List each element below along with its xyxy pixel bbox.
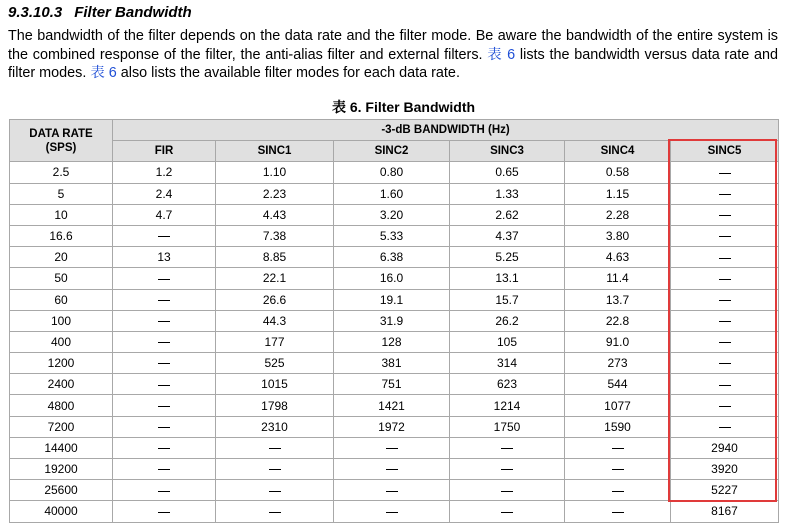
cell-sinc5-dash (671, 395, 779, 416)
column-header-fir: FIR (113, 141, 216, 162)
dash-mark (386, 469, 398, 470)
cell-data-rate: 1200 (10, 353, 113, 374)
dash-mark (158, 236, 170, 237)
cell-sinc3-dash (450, 501, 565, 522)
cell-sinc4: 22.8 (565, 310, 671, 331)
cell-fir-dash (113, 480, 216, 501)
table-row (10, 374, 779, 395)
cell-sinc3: 105 (450, 331, 565, 352)
cell-fir: 2.4 (113, 183, 216, 204)
dash-mark (158, 448, 170, 449)
column-header-sinc3: SINC3 (450, 141, 565, 162)
cell-data-rate: 19200 (10, 459, 113, 480)
cell-sinc5-dash (671, 310, 779, 331)
cell-sinc4: 0.58 (565, 162, 671, 183)
dash-mark (501, 469, 513, 470)
filter-bandwidth-table (9, 119, 779, 523)
cell-sinc2-dash (334, 437, 450, 458)
table-row (10, 225, 779, 246)
cell-fir-dash (113, 437, 216, 458)
cell-data-rate: 16.6 (10, 225, 113, 246)
cell-fir-dash (113, 416, 216, 437)
cell-sinc1-dash (216, 437, 334, 458)
cell-sinc5: 2940 (671, 437, 779, 458)
cell-sinc2: 128 (334, 331, 450, 352)
cell-sinc1: 4.43 (216, 204, 334, 225)
cell-sinc2: 16.0 (334, 268, 450, 289)
cell-data-rate: 400 (10, 331, 113, 352)
cell-sinc4-dash (565, 501, 671, 522)
dash-mark (158, 491, 170, 492)
dash-mark (269, 512, 281, 513)
table-row (10, 480, 779, 501)
table-row (10, 416, 779, 437)
table-reference-link-1[interactable]: 表 6 (487, 46, 516, 63)
cell-sinc1-dash (216, 459, 334, 480)
cell-sinc5-dash (671, 331, 779, 352)
data-rate-header-line2: (SPS) (45, 141, 77, 154)
paragraph-text-1: The bandwidth of the filter depends on the data rate and the filter mode. Be aware the bandwidth of the entire system is the combined response of the filter, the anti-alias filter and external filters. (8, 28, 778, 63)
dash-mark (501, 491, 513, 492)
table-row (10, 268, 779, 289)
column-header-sinc4: SINC4 (565, 141, 671, 162)
cell-sinc3: 623 (450, 374, 565, 395)
cell-sinc1: 1015 (216, 374, 334, 395)
paragraph-text-3: also lists the available filter modes for each data rate. (116, 65, 460, 81)
cell-fir-dash (113, 268, 216, 289)
cell-sinc3: 2.62 (450, 204, 565, 225)
cell-sinc3: 1.33 (450, 183, 565, 204)
dash-mark (719, 258, 731, 259)
dash-mark (158, 300, 170, 301)
table-row (10, 395, 779, 416)
section-number: 9.3.10.3 (8, 4, 63, 21)
table-row (10, 353, 779, 374)
cell-fir: 1.2 (113, 162, 216, 183)
table-caption: 表 6. Filter Bandwidth (331, 99, 476, 115)
dash-mark (386, 448, 398, 449)
cell-sinc4: 273 (565, 353, 671, 374)
cell-sinc3: 1214 (450, 395, 565, 416)
dash-mark (612, 491, 624, 492)
table-body (10, 162, 779, 522)
cell-sinc2: 381 (334, 353, 450, 374)
cell-data-rate: 14400 (10, 437, 113, 458)
cell-sinc3: 314 (450, 353, 565, 374)
dash-mark (719, 385, 731, 386)
table-reference-link-2[interactable]: 表 6 (90, 65, 117, 81)
cell-sinc4: 11.4 (565, 268, 671, 289)
dash-mark (719, 194, 731, 195)
cell-sinc3: 26.2 (450, 310, 565, 331)
cell-fir-dash (113, 395, 216, 416)
cell-sinc3: 1750 (450, 416, 565, 437)
paragraph-text-2: lists the bandwidth versus data rate and filter modes. (8, 46, 778, 81)
dash-mark (612, 469, 624, 470)
cell-sinc2: 1.60 (334, 183, 450, 204)
cell-sinc5: 8167 (671, 501, 779, 522)
table-row (10, 437, 779, 458)
section-heading (8, 4, 192, 21)
data-rate-header (10, 120, 113, 162)
table-row (10, 459, 779, 480)
column-header-sinc5: SINC5 (671, 141, 779, 162)
cell-sinc3-dash (450, 459, 565, 480)
cell-sinc5-dash (671, 162, 779, 183)
cell-sinc2: 0.80 (334, 162, 450, 183)
dash-mark (386, 491, 398, 492)
dash-mark (501, 448, 513, 449)
cell-fir-dash (113, 501, 216, 522)
cell-sinc2: 1972 (334, 416, 450, 437)
cell-sinc1-dash (216, 480, 334, 501)
table-row (10, 247, 779, 268)
section-title: Filter Bandwidth (74, 4, 192, 21)
cell-sinc2-dash (334, 501, 450, 522)
cell-fir-dash (113, 353, 216, 374)
cell-sinc1: 177 (216, 331, 334, 352)
cell-data-rate: 100 (10, 310, 113, 331)
dash-mark (501, 512, 513, 513)
cell-sinc2: 31.9 (334, 310, 450, 331)
body-paragraph (8, 27, 778, 83)
cell-sinc1: 1798 (216, 395, 334, 416)
cell-sinc2: 5.33 (334, 225, 450, 246)
table-row (10, 331, 779, 352)
cell-sinc2: 6.38 (334, 247, 450, 268)
cell-sinc2: 751 (334, 374, 450, 395)
cell-data-rate: 20 (10, 247, 113, 268)
cell-sinc4: 544 (565, 374, 671, 395)
cell-sinc3: 0.65 (450, 162, 565, 183)
cell-sinc5: 5227 (671, 480, 779, 501)
cell-sinc3: 4.37 (450, 225, 565, 246)
table-row (10, 162, 779, 183)
cell-sinc4-dash (565, 480, 671, 501)
dash-mark (158, 363, 170, 364)
cell-sinc5-dash (671, 416, 779, 437)
cell-data-rate: 5 (10, 183, 113, 204)
cell-fir-dash (113, 331, 216, 352)
cell-data-rate: 4800 (10, 395, 113, 416)
dash-mark (719, 215, 731, 216)
cell-sinc4: 3.80 (565, 225, 671, 246)
cell-data-rate: 50 (10, 268, 113, 289)
dash-mark (158, 385, 170, 386)
dash-mark (612, 512, 624, 513)
cell-fir: 13 (113, 247, 216, 268)
cell-sinc4: 1.15 (565, 183, 671, 204)
cell-sinc3-dash (450, 437, 565, 458)
dash-mark (719, 427, 731, 428)
cell-sinc4: 91.0 (565, 331, 671, 352)
dash-mark (719, 406, 731, 407)
column-header-sinc1: SINC1 (216, 141, 334, 162)
cell-fir-dash (113, 374, 216, 395)
dash-mark (719, 342, 731, 343)
cell-data-rate: 2400 (10, 374, 113, 395)
cell-data-rate: 25600 (10, 480, 113, 501)
dash-mark (158, 406, 170, 407)
dash-mark (158, 342, 170, 343)
cell-sinc2: 3.20 (334, 204, 450, 225)
cell-sinc5-dash (671, 183, 779, 204)
cell-sinc4: 1590 (565, 416, 671, 437)
dash-mark (158, 512, 170, 513)
cell-fir-dash (113, 289, 216, 310)
cell-sinc3: 15.7 (450, 289, 565, 310)
table-row (10, 183, 779, 204)
data-rate-header-line1: DATA RATE (29, 127, 93, 140)
dash-mark (269, 469, 281, 470)
dash-mark (386, 512, 398, 513)
cell-fir-dash (113, 310, 216, 331)
table-row (10, 204, 779, 225)
cell-sinc1: 7.38 (216, 225, 334, 246)
cell-sinc2: 1421 (334, 395, 450, 416)
cell-sinc5-dash (671, 353, 779, 374)
column-header-sinc2: SINC2 (334, 141, 450, 162)
cell-fir: 4.7 (113, 204, 216, 225)
cell-sinc5-dash (671, 289, 779, 310)
cell-sinc3-dash (450, 480, 565, 501)
dash-mark (158, 427, 170, 428)
cell-sinc4: 4.63 (565, 247, 671, 268)
dash-mark (719, 279, 731, 280)
cell-sinc5-dash (671, 268, 779, 289)
dash-mark (158, 279, 170, 280)
cell-sinc1: 1.10 (216, 162, 334, 183)
cell-data-rate: 10 (10, 204, 113, 225)
cell-sinc1: 22.1 (216, 268, 334, 289)
dash-mark (719, 300, 731, 301)
dash-mark (269, 491, 281, 492)
cell-sinc1: 2310 (216, 416, 334, 437)
cell-sinc4: 13.7 (565, 289, 671, 310)
dash-mark (158, 469, 170, 470)
table-row (10, 310, 779, 331)
cell-sinc2-dash (334, 459, 450, 480)
cell-sinc1: 26.6 (216, 289, 334, 310)
cell-sinc1-dash (216, 501, 334, 522)
cell-sinc4: 2.28 (565, 204, 671, 225)
dash-mark (158, 321, 170, 322)
cell-sinc3: 5.25 (450, 247, 565, 268)
dash-mark (269, 448, 281, 449)
cell-sinc2-dash (334, 480, 450, 501)
cell-sinc4: 1077 (565, 395, 671, 416)
cell-fir-dash (113, 225, 216, 246)
cell-sinc4-dash (565, 459, 671, 480)
cell-sinc4-dash (565, 437, 671, 458)
cell-sinc1: 8.85 (216, 247, 334, 268)
cell-sinc1: 2.23 (216, 183, 334, 204)
cell-fir-dash (113, 459, 216, 480)
dash-mark (719, 236, 731, 237)
cell-data-rate: 2.5 (10, 162, 113, 183)
dash-mark (612, 448, 624, 449)
table-row (10, 501, 779, 522)
cell-data-rate: 40000 (10, 501, 113, 522)
dash-mark (719, 363, 731, 364)
cell-sinc5-dash (671, 204, 779, 225)
table-row (10, 289, 779, 310)
cell-sinc5-dash (671, 247, 779, 268)
dash-mark (719, 321, 731, 322)
dash-mark (719, 173, 731, 174)
cell-sinc3: 13.1 (450, 268, 565, 289)
cell-sinc5: 3920 (671, 459, 779, 480)
cell-data-rate: 7200 (10, 416, 113, 437)
bandwidth-group-header: -3-dB BANDWIDTH (Hz) (113, 120, 779, 141)
cell-sinc1: 525 (216, 353, 334, 374)
cell-sinc5-dash (671, 374, 779, 395)
cell-data-rate: 60 (10, 289, 113, 310)
cell-sinc5-dash (671, 225, 779, 246)
cell-sinc2: 19.1 (334, 289, 450, 310)
cell-sinc1: 44.3 (216, 310, 334, 331)
